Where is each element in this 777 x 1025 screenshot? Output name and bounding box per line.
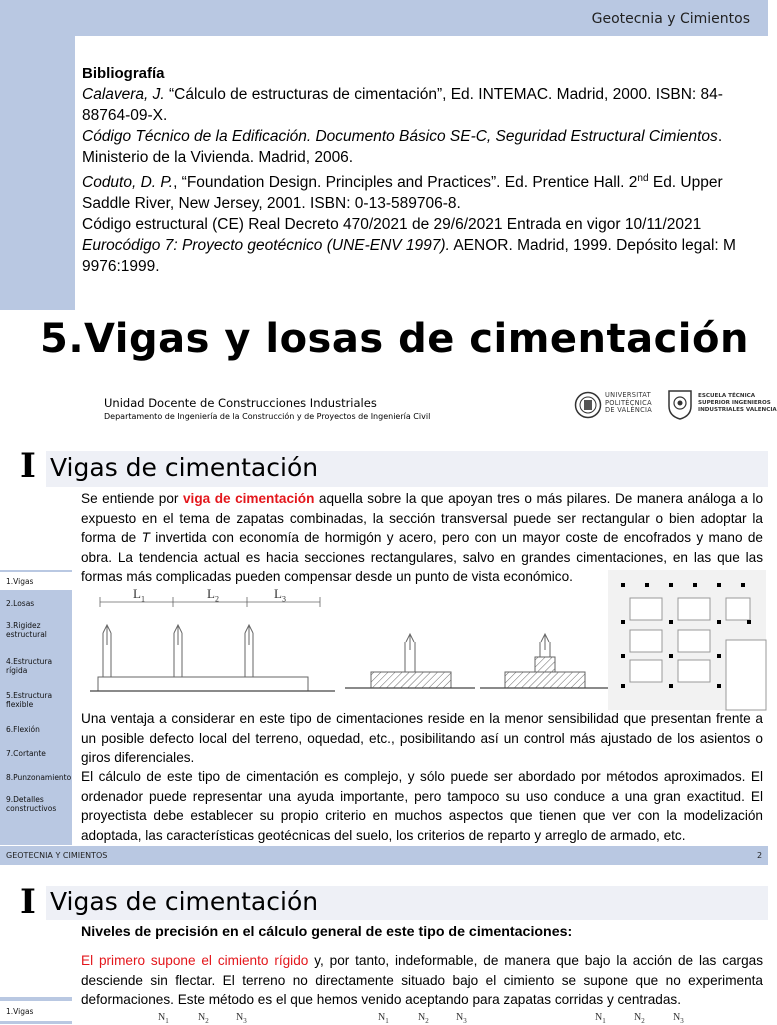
load-label-n1: $N_1$ [595,1012,606,1025]
page-footer-bar [0,846,768,865]
footer-title: GEOTECNIA Y CIMIENTOS [6,851,108,860]
bibliography-heading: Bibliografía [82,65,165,82]
sidebar-item-punzonamiento[interactable]: 8.Punzonamiento [6,773,72,782]
foundation-plan-diagram [608,570,766,710]
section-marker: I [20,446,36,486]
unit-info [104,396,430,421]
span-label-1: $L_1$ [133,586,145,604]
rectangular-section-diagram [345,630,475,695]
bibliography-entry: Código Técnico de la Edificación. Documento Básico SE-C, Seguridad Estructural Cimientos. Ministerio de la Vivienda. Madrid, 2006. [82,128,723,166]
bibliography-entry: Código estructural (CE) Real Decreto 470/2021 de 29/6/2021 Entrada en vigor 10/11/2021 [82,216,702,234]
sidebar-item-losas[interactable]: 2.Losas [6,599,35,608]
etsii-logo: ESCUELA TÉCNICA SUPERIOR INGENIEROS INDUSTRIALES VALENCIA [666,388,766,422]
section-subtitle: Niveles de precisión en el cálculo general de este tipo de cimentaciones: [81,924,573,940]
load-label-n1: $N_1$ [158,1012,169,1025]
page-number: 2 [757,851,763,860]
sidebar-item-estructura-flexible[interactable]: 5.Estructura flexible [6,691,53,709]
section-paragraph-2: Una ventaja a considerar en este tipo de cimentaciones reside en la menor sensibilidad que presentan frente a un posible defecto local del terreno, oquedad, etc., posibilitando así un control más ajustado de los asientos o giros diferenciales. [81,711,763,766]
bibliography [82,63,752,277]
section2-paragraph-1: El primero supone el cimiento rígido y, por tanto, indeformable, de manera que bajo la acción de las cargas desciende sin flectar. El terreno no directamente situado bajo el cimiento se supone que no experimenta deformaciones. Este método es el que hemos venido aceptando para zapatas corridas y centradas. [81,953,763,1008]
unit-name: Unidad Docente de Construcciones Industriales [104,396,377,410]
section-paragraph-1: Se entiende por viga de cimentación aquella sobre la que apoyan tres o más pilares. De manera análoga a lo expuesto en el tema de zapatas combinadas, la sección transversal puede ser rectangular o bien adoptar la forma de T invertida con economía de hormigón y acero, pero con un mayor coste de encofrados y mano de obra. La tendencia actual es hacia secciones rectangulares, salvo en grandes cimentaciones, en las que las formas más complicadas pueden compensar desde un punto de vista económico. [81,491,764,585]
load-label-n3: $N_3$ [456,1012,467,1025]
bibliography-entry: Coduto, D. P., “Foundation Design. Principles and Practices”. Ed. Prentice Hall. 2nd Ed. Upper Saddle River, New Jersey, 2001. ISBN: 0-13-589706-8. [82,173,723,213]
upv-logo: UNIVERSITAT POLITÈCNICA DE VALÈNCIA [574,390,660,420]
sidebar-item-cortante[interactable]: 7.Cortante [6,749,46,758]
department-name: Departamento de Ingeniería de la Construcción y de Proyectos de Ingeniería Civil [104,412,431,421]
section-paragraph-3: El cálculo de este tipo de cimentación es complejo, y sólo puede ser abordado por métodos aproximados. El ordenador puede representar una ayuda importante, pero tampoco su uso conduce a una gran exactitud. El proyectista debe establecer su propio criterio en muchos aspectos que tienen que ver con la modelización adoptada, las características geotécnicas del suelo, los criterios de reparto y arreglo de armado, etc. [81,769,763,843]
inverted-t-section-diagram [480,630,610,695]
sidebar-item-detalles[interactable]: 9.Detalles constructivos [6,795,57,813]
sidebar [0,570,72,845]
sidebar-item-vigas[interactable]: 1.Vigas [0,1001,72,1021]
chapter-title: 5.Vigas y losas de cimentación [40,316,749,362]
sidebar-2 [0,997,72,1024]
span-label-2: $L_2$ [207,586,219,604]
load-label-n2: $N_2$ [634,1012,645,1025]
span-label-3: $L_3$ [274,586,286,604]
section-marker: I [20,882,36,922]
load-label-n2: $N_2$ [198,1012,209,1025]
load-label-n2: $N_2$ [418,1012,429,1025]
page-header-title: Geotecnia y Cimientos [591,11,750,27]
load-label-n3: $N_3$ [236,1012,247,1025]
etsii-shield-icon [666,388,694,420]
sidebar-item-flexion[interactable]: 6.Flexión [6,725,40,734]
sidebar-item-estructura-rigida[interactable]: 4.Estructura rígida [6,657,53,675]
load-label-n3: $N_3$ [673,1012,684,1025]
bibliography-entry: Eurocódigo 7: Proyecto geotécnico (UNE-ENV 1997). AENOR. Madrid, 1999. Depósito legal: M 9976:1999. [82,237,736,276]
sidebar-item-rigidez[interactable]: 3.Rigidez estructural [6,621,47,639]
bibliography-entry: Calavera, J. “Cálculo de estructuras de cimentación”, Ed. INTEMAC. Madrid, 2000. ISBN: 84-88764-09-X. [82,86,723,124]
upv-seal-icon [574,391,602,419]
section-title: Vigas de cimentación [50,887,319,916]
section-title: Vigas de cimentación [50,453,319,482]
sidebar-item-vigas[interactable]: 1.Vigas [0,572,72,590]
left-margin-panel [0,36,75,310]
load-label-n1: $N_1$ [378,1012,389,1025]
